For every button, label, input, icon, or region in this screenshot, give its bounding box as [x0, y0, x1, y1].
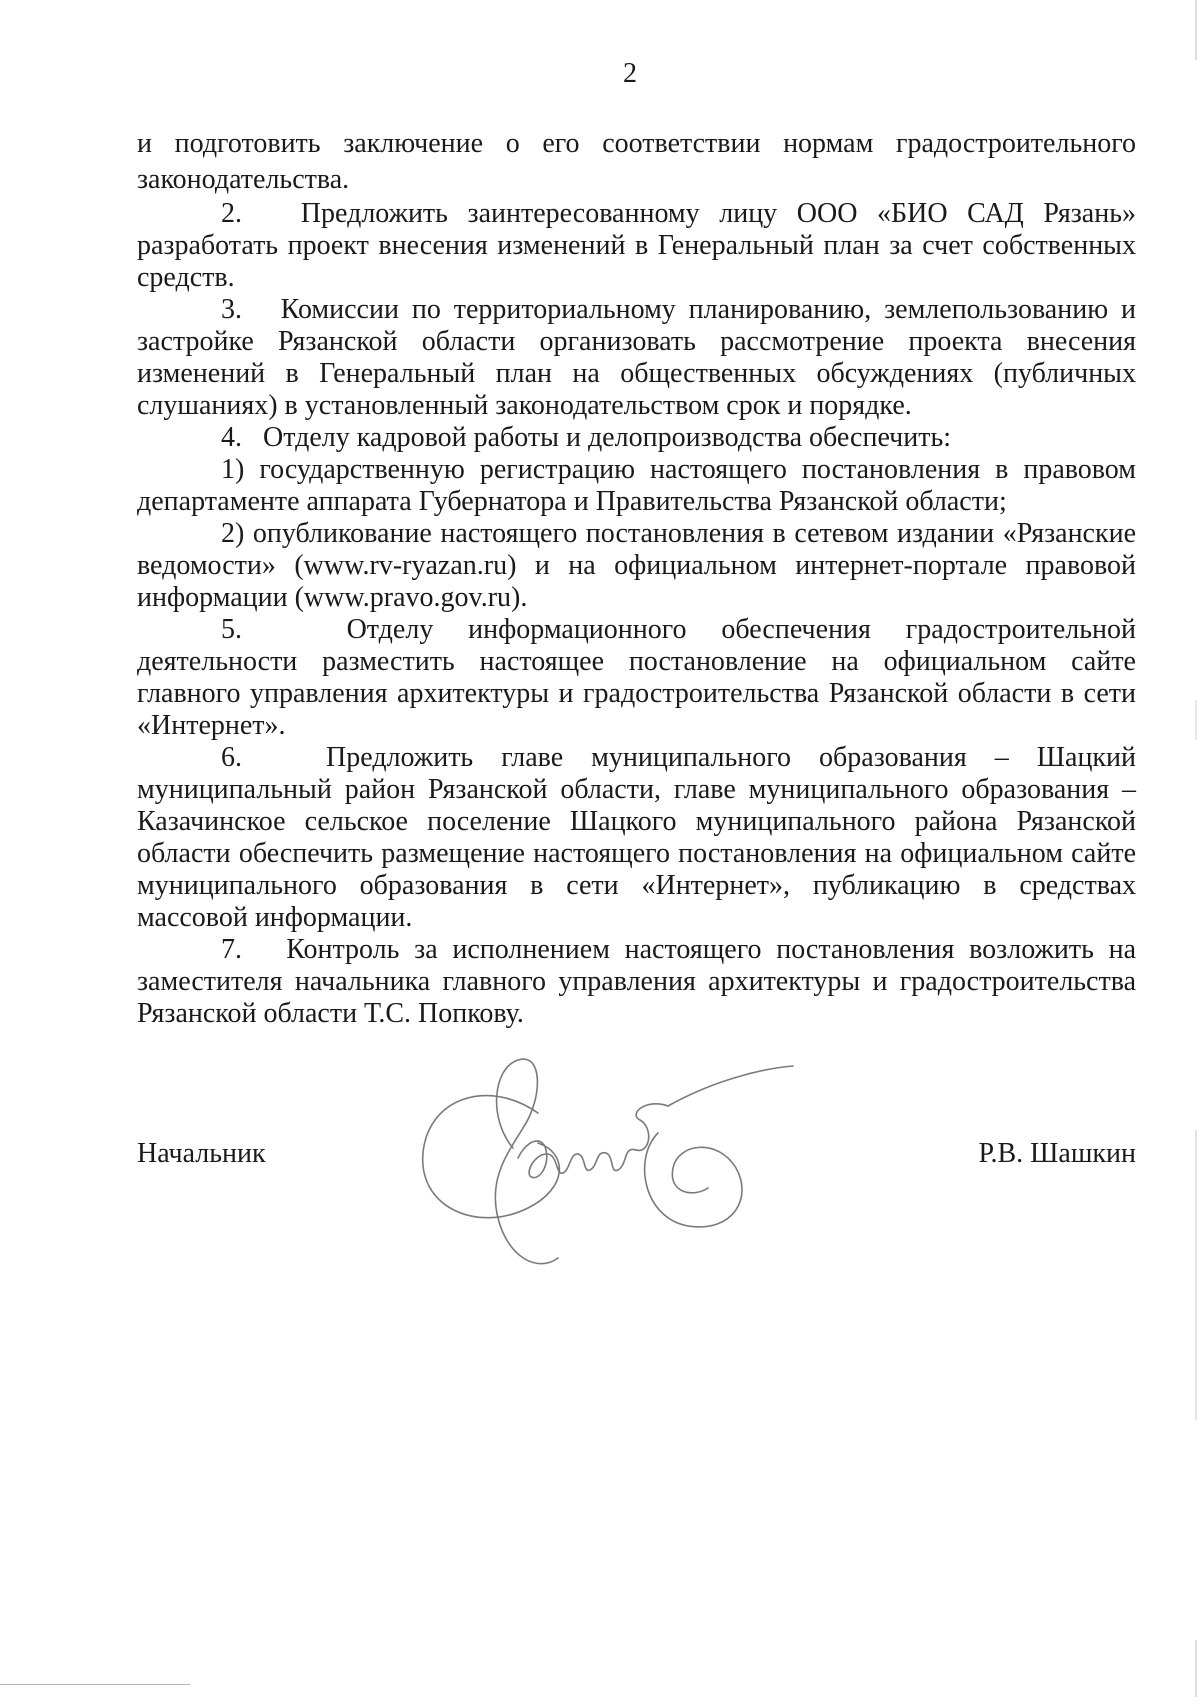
- signature-stroke-right-loop: [645, 1133, 742, 1227]
- document-body: [137, 126, 1136, 1030]
- paragraph-subitem-1: 1) государственную регистрацию настоящего постановления в правовом департаменте аппарата Губернатора и Правительства Рязанской области;: [137, 454, 1136, 517]
- signature-stroke-loop-top: [495, 1059, 558, 1264]
- scan-edge: [1188, 0, 1200, 1697]
- paragraph-item-4: 4. Отделу кадровой работы и делопроизводства обеспечить:: [221, 422, 952, 453]
- paragraph-item-5: 5. Отделу информационного обеспечения градостроительной деятельности разместить настоящее постановление на официальном сайте главного управления архитектуры и градостроительства Рязанской области в сети «Интернет».: [137, 614, 1136, 741]
- paragraph-subitem-2: 2) опубликование настоящего постановления в сетевом издании «Рязанские ведомости» (www.rv-ryazan.ru) и на официальном интернет-портале правовой информации (www.pravo.gov.ru).: [137, 518, 1136, 613]
- page-number: 2: [623, 58, 637, 89]
- scan-bottom-line: [0, 1684, 190, 1685]
- paragraph-item-7: 7. Контроль за исполнением настоящего постановления возложить на заместителя начальника главного управления архитектуры и градостроительства Рязанской области Т.С. Попкову.: [137, 934, 1136, 1029]
- signatory-name: Р.В. Шашкин: [978, 1138, 1136, 1169]
- paragraph-item-3: 3. Комиссии по территориальному планированию, землепользованию и застройке Рязанской области организовать рассмотрение проекта внесения изменений в Генеральный план на общественных обсуждениях (публичных слушаниях) в установленный законодательством срок и порядке.: [137, 294, 1136, 421]
- paragraph-continuation: и подготовить заключение о его соответствии нормам градостроительного законодательства.: [137, 128, 1136, 195]
- signature-stroke-tail: [668, 1066, 793, 1106]
- handwritten-signature: [418, 1058, 838, 1273]
- paragraph-item-6: 6. Предложить главе муниципального образования – Шацкий муниципальный район Рязанской области, главе муниципального образования – Казачинское сельское поселение Шацкого муниципального района Рязанской области обеспечить размещение настоящего постановления на официальном сайте муниципального образования в сети «Интернет», публикацию в средствах массовой информации.: [137, 742, 1136, 933]
- signature-stroke-hook: [636, 1104, 668, 1151]
- signature-stroke-scribble: [518, 1141, 636, 1178]
- scan-edge-lines: [1188, 0, 1200, 1697]
- signatory-position: Начальник: [137, 1138, 266, 1169]
- paragraph-item-2: 2. Предложить заинтересованному лицу ООО «БИО САД Рязань» разработать проект внесения изменений в Генеральный план за счет собственных средств.: [137, 198, 1136, 293]
